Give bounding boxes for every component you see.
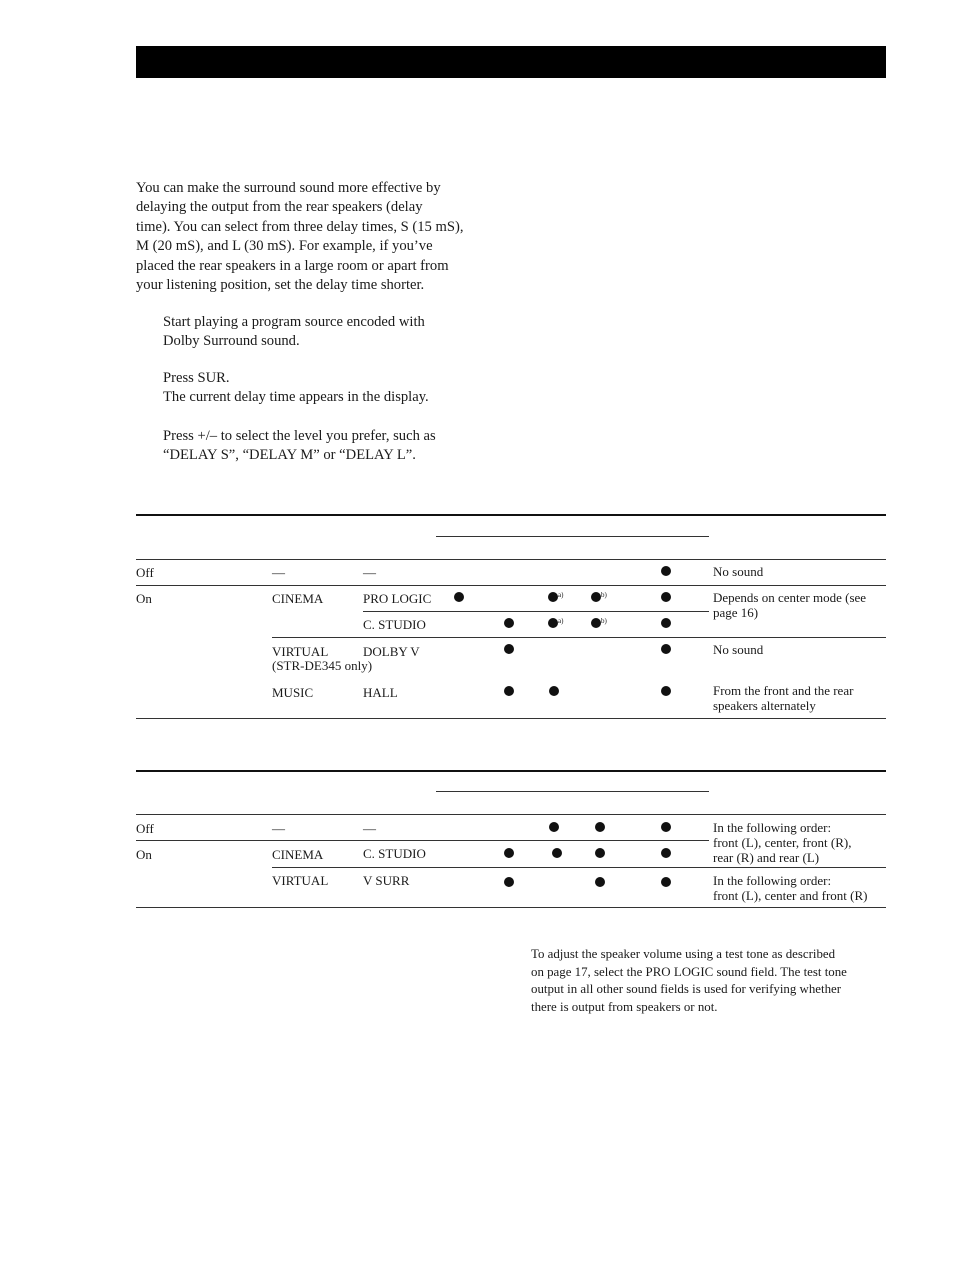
table-cell: From the front and the rear speakers alternately — [713, 683, 854, 713]
table-cell: Depends on center mode (see page 16) — [713, 590, 867, 620]
table-cell: No sound — [713, 642, 764, 657]
table-cell: CINEMA — [272, 847, 324, 862]
table-cell: On — [136, 591, 152, 606]
table-cell: — — [363, 565, 376, 580]
output-dot — [661, 848, 671, 858]
table-cell: front (L), center and front (R) — [713, 888, 868, 903]
table-cell: On — [136, 847, 152, 862]
table-cell: Off — [136, 565, 154, 580]
output-dot — [504, 877, 514, 887]
table-cell: V SURR — [363, 873, 410, 888]
intro-paragraph: You can make the surround sound more effective by delaying the output from the rear speakers (delay time). You can select from three delay times, S (15 mS), M (20 mS), and L (30 mS). For example, if you’ve placed the rear speakers in a large room or apart from your listening position, set the delay time shorter. — [136, 180, 464, 294]
output-dot — [595, 877, 605, 887]
footnote-mark: a) — [558, 617, 564, 625]
table-top-rule — [136, 514, 886, 516]
step-2: Press SUR. The current delay time appears in the display. — [163, 370, 429, 406]
table-cell: — — [272, 821, 285, 836]
output-dot — [661, 592, 671, 602]
output-dot — [454, 592, 464, 602]
output-dot — [595, 848, 605, 858]
row-rule — [136, 585, 886, 586]
output-dot — [661, 618, 671, 628]
table-cell: — — [272, 565, 285, 580]
output-dot — [591, 592, 601, 602]
header-bar — [136, 46, 886, 78]
output-dot — [504, 644, 514, 654]
output-dot — [548, 592, 558, 602]
step-3: Press +/– to select the level you prefer, such as “DELAY S”, “DELAY M” or “DELAY L”. — [163, 428, 436, 464]
row-rule — [363, 611, 709, 612]
row-rule — [272, 637, 886, 638]
table-cell: rear (R) and rear (L) — [713, 850, 820, 865]
table-cell: DOLBY V — [363, 644, 420, 659]
table-cell: HALL — [363, 685, 398, 700]
header-subrule — [436, 536, 709, 537]
table-cell: In the following order: — [713, 820, 832, 835]
header-bottom-rule — [136, 814, 886, 815]
output-dot — [661, 877, 671, 887]
output-dot — [661, 822, 671, 832]
header-bottom-rule — [136, 559, 886, 560]
footnote-mark: b) — [601, 591, 607, 599]
output-dot — [661, 686, 671, 696]
table-bottom-rule — [136, 907, 886, 908]
table-top-rule — [136, 770, 886, 772]
table-cell: Off — [136, 821, 154, 836]
table-cell: C. STUDIO — [363, 617, 426, 632]
note-paragraph: To adjust the speaker volume using a test tone as described on page 17, select the PRO LOGIC sound field. The test tone output in all other sound fields is used for verifying whether there is output from speakers or not. — [531, 947, 847, 1015]
table-cell: front (L), center, front (R), — [713, 835, 852, 850]
footnote-mark: a) — [558, 591, 564, 599]
table-cell: In the following order: — [713, 873, 832, 888]
output-dot — [549, 822, 559, 832]
output-dot — [549, 686, 559, 696]
table-cell: C. STUDIO — [363, 846, 426, 861]
output-dot — [504, 686, 514, 696]
output-dot — [661, 644, 671, 654]
table-cell: (STR-DE345 only) — [272, 658, 373, 673]
output-dot — [591, 618, 601, 628]
step-1: Start playing a program source encoded with Dolby Surround sound. — [163, 314, 425, 350]
table-cell: VIRTUAL — [272, 873, 329, 888]
row-rule — [136, 840, 709, 841]
table-cell: PRO LOGIC — [363, 591, 432, 606]
table-cell: — — [363, 821, 376, 836]
output-dot — [548, 618, 558, 628]
output-dot — [661, 566, 671, 576]
table-cell: MUSIC — [272, 685, 314, 700]
table-bottom-rule — [136, 718, 886, 719]
row-rule — [272, 867, 886, 868]
output-dot — [552, 848, 562, 858]
output-dot — [595, 822, 605, 832]
table-cell: VIRTUAL — [272, 644, 329, 659]
output-dot — [504, 618, 514, 628]
table-cell: CINEMA — [272, 591, 324, 606]
footnote-mark: b) — [601, 617, 607, 625]
table-cell: No sound — [713, 564, 764, 579]
header-subrule — [436, 791, 709, 792]
output-dot — [504, 848, 514, 858]
